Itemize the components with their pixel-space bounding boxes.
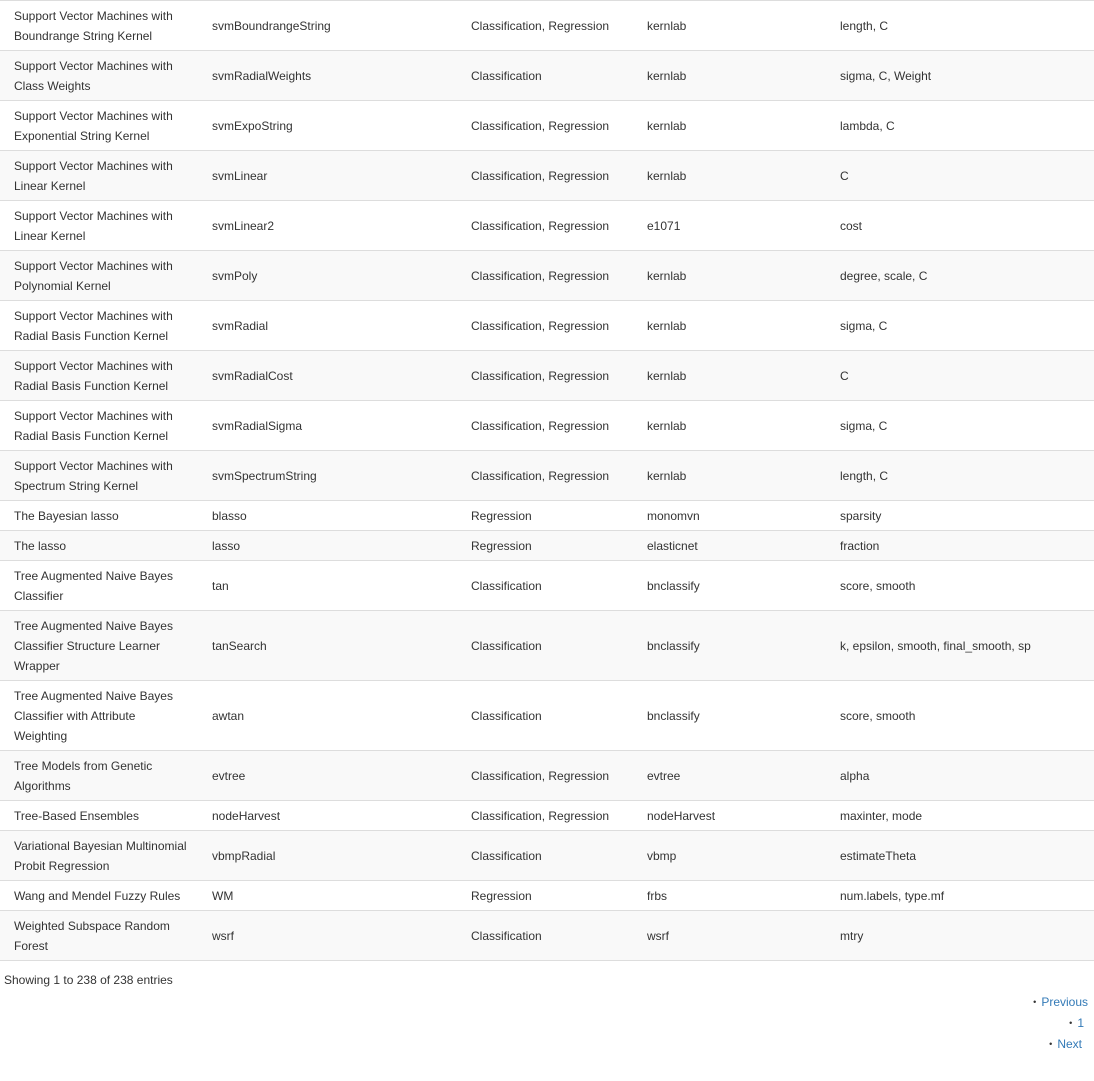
tuning-parameters-cell: length, C [826,1,1094,51]
model-name-cell: Tree Models from Genetic Algorithms [0,751,198,801]
type-cell: Classification, Regression [457,401,633,451]
library-cell: bnclassify [633,681,826,751]
model-name-cell: Support Vector Machines with Linear Kernel [0,201,198,251]
tuning-parameters-cell: mtry [826,911,1094,961]
bullet-icon: • [1069,1018,1073,1028]
table-row [0,101,1094,151]
table-row [0,751,1094,801]
method-value-cell: vbmpRadial [198,831,457,881]
pagination-page-1-link[interactable]: 1 [1077,1016,1084,1030]
method-value-cell: tan [198,561,457,611]
tuning-parameters-cell: sigma, C, Weight [826,51,1094,101]
table-row [0,451,1094,501]
tuning-parameters-cell: cost [826,201,1094,251]
type-cell: Classification, Regression [457,451,633,501]
model-name-cell: Support Vector Machines with Exponential String Kernel [0,101,198,151]
library-cell: e1071 [633,201,826,251]
table-row [0,251,1094,301]
library-cell: kernlab [633,451,826,501]
library-cell: wsrf [633,911,826,961]
type-cell: Regression [457,501,633,531]
tuning-parameters-cell: fraction [826,531,1094,561]
model-name-cell: Support Vector Machines with Boundrange String Kernel [0,1,198,51]
pagination-page-item [880,1013,1084,1034]
type-cell: Classification [457,911,633,961]
type-cell: Classification [457,561,633,611]
library-cell: kernlab [633,51,826,101]
table-row [0,51,1094,101]
method-value-cell: WM [198,881,457,911]
method-value-cell: svmRadial [198,301,457,351]
tuning-parameters-cell: score, smooth [826,681,1094,751]
method-value-cell: svmBoundrangeString [198,1,457,51]
type-cell: Classification, Regression [457,751,633,801]
library-cell: kernlab [633,101,826,151]
method-value-cell: nodeHarvest [198,801,457,831]
library-cell: vbmp [633,831,826,881]
model-name-cell: Wang and Mendel Fuzzy Rules [0,881,198,911]
tuning-parameters-cell: num.labels, type.mf [826,881,1094,911]
model-name-cell: Support Vector Machines with Polynomial Kernel [0,251,198,301]
type-cell: Regression [457,881,633,911]
model-name-cell: Tree Augmented Naive Bayes Classifier [0,561,198,611]
library-cell: nodeHarvest [633,801,826,831]
type-cell: Classification, Regression [457,251,633,301]
method-value-cell: svmLinear [198,151,457,201]
tuning-parameters-cell: estimateTheta [826,831,1094,881]
table-row [0,351,1094,401]
type-cell: Regression [457,531,633,561]
tuning-parameters-cell: C [826,351,1094,401]
tuning-parameters-cell: sigma, C [826,401,1094,451]
table-row [0,801,1094,831]
method-value-cell: svmLinear2 [198,201,457,251]
table-row [0,531,1094,561]
model-name-cell: The Bayesian lasso [0,501,198,531]
table-row [0,831,1094,881]
model-name-cell: Tree-Based Ensembles [0,801,198,831]
method-value-cell: wsrf [198,911,457,961]
model-name-cell: Weighted Subspace Random Forest [0,911,198,961]
library-cell: monomvn [633,501,826,531]
library-cell: kernlab [633,151,826,201]
library-cell: elasticnet [633,531,826,561]
method-value-cell: blasso [198,501,457,531]
method-value-cell: awtan [198,681,457,751]
model-name-cell: Tree Augmented Naive Bayes Classifier with Attribute Weighting [0,681,198,751]
tuning-parameters-cell: score, smooth [826,561,1094,611]
tuning-parameters-cell: alpha [826,751,1094,801]
model-name-cell: Support Vector Machines with Radial Basis Function Kernel [0,401,198,451]
bullet-icon: • [1033,997,1037,1007]
table-row [0,681,1094,751]
method-value-cell: svmRadialCost [198,351,457,401]
bullet-icon: • [1049,1039,1053,1049]
table-row [0,611,1094,681]
method-value-cell: svmRadialWeights [198,51,457,101]
pagination-previous-item [880,992,1088,1013]
type-cell: Classification, Regression [457,351,633,401]
library-cell: bnclassify [633,611,826,681]
library-cell: kernlab [633,401,826,451]
library-cell: kernlab [633,351,826,401]
method-value-cell: lasso [198,531,457,561]
method-value-cell: svmExpoString [198,101,457,151]
table-row [0,561,1094,611]
table-row [0,201,1094,251]
method-value-cell: evtree [198,751,457,801]
tuning-parameters-cell: C [826,151,1094,201]
model-name-cell: Support Vector Machines with Radial Basis Function Kernel [0,301,198,351]
type-cell: Classification [457,681,633,751]
method-value-cell: svmRadialSigma [198,401,457,451]
table-row [0,501,1094,531]
type-cell: Classification, Regression [457,801,633,831]
tuning-parameters-cell: k, epsilon, smooth, final_smooth, sp [826,611,1094,681]
tuning-parameters-cell: degree, scale, C [826,251,1094,301]
library-cell: kernlab [633,251,826,301]
type-cell: Classification, Regression [457,301,633,351]
model-name-cell: Tree Augmented Naive Bayes Classifier Structure Learner Wrapper [0,611,198,681]
table-row [0,881,1094,911]
models-table-body [0,1,1094,961]
tuning-parameters-cell: maxinter, mode [826,801,1094,831]
library-cell: kernlab [633,301,826,351]
pagination-previous-link[interactable]: Previous [1041,995,1088,1009]
method-value-cell: tanSearch [198,611,457,681]
type-cell: Classification [457,831,633,881]
table-info-text: Showing 1 to 238 of 238 entries [4,973,173,987]
table-row [0,151,1094,201]
tuning-parameters-cell: length, C [826,451,1094,501]
model-name-cell: Support Vector Machines with Radial Basis Function Kernel [0,351,198,401]
type-cell: Classification [457,611,633,681]
library-cell: kernlab [633,1,826,51]
type-cell: Classification [457,51,633,101]
type-cell: Classification, Regression [457,101,633,151]
type-cell: Classification, Regression [457,201,633,251]
tuning-parameters-cell: sparsity [826,501,1094,531]
tuning-parameters-cell: lambda, C [826,101,1094,151]
method-value-cell: svmPoly [198,251,457,301]
type-cell: Classification, Regression [457,1,633,51]
table-row [0,301,1094,351]
pagination-next-link[interactable]: Next [1057,1037,1082,1051]
library-cell: evtree [633,751,826,801]
method-value-cell: svmSpectrumString [198,451,457,501]
model-name-cell: Support Vector Machines with Class Weights [0,51,198,101]
type-cell: Classification, Regression [457,151,633,201]
model-name-cell: Support Vector Machines with Spectrum String Kernel [0,451,198,501]
model-name-cell: The lasso [0,531,198,561]
table-row [0,401,1094,451]
table-row [0,911,1094,961]
model-name-cell: Support Vector Machines with Linear Kernel [0,151,198,201]
table-row [0,1,1094,51]
pagination-next-item [880,1034,1082,1055]
model-name-cell: Variational Bayesian Multinomial Probit Regression [0,831,198,881]
tuning-parameters-cell: sigma, C [826,301,1094,351]
pagination [880,992,1088,1055]
library-cell: frbs [633,881,826,911]
library-cell: bnclassify [633,561,826,611]
